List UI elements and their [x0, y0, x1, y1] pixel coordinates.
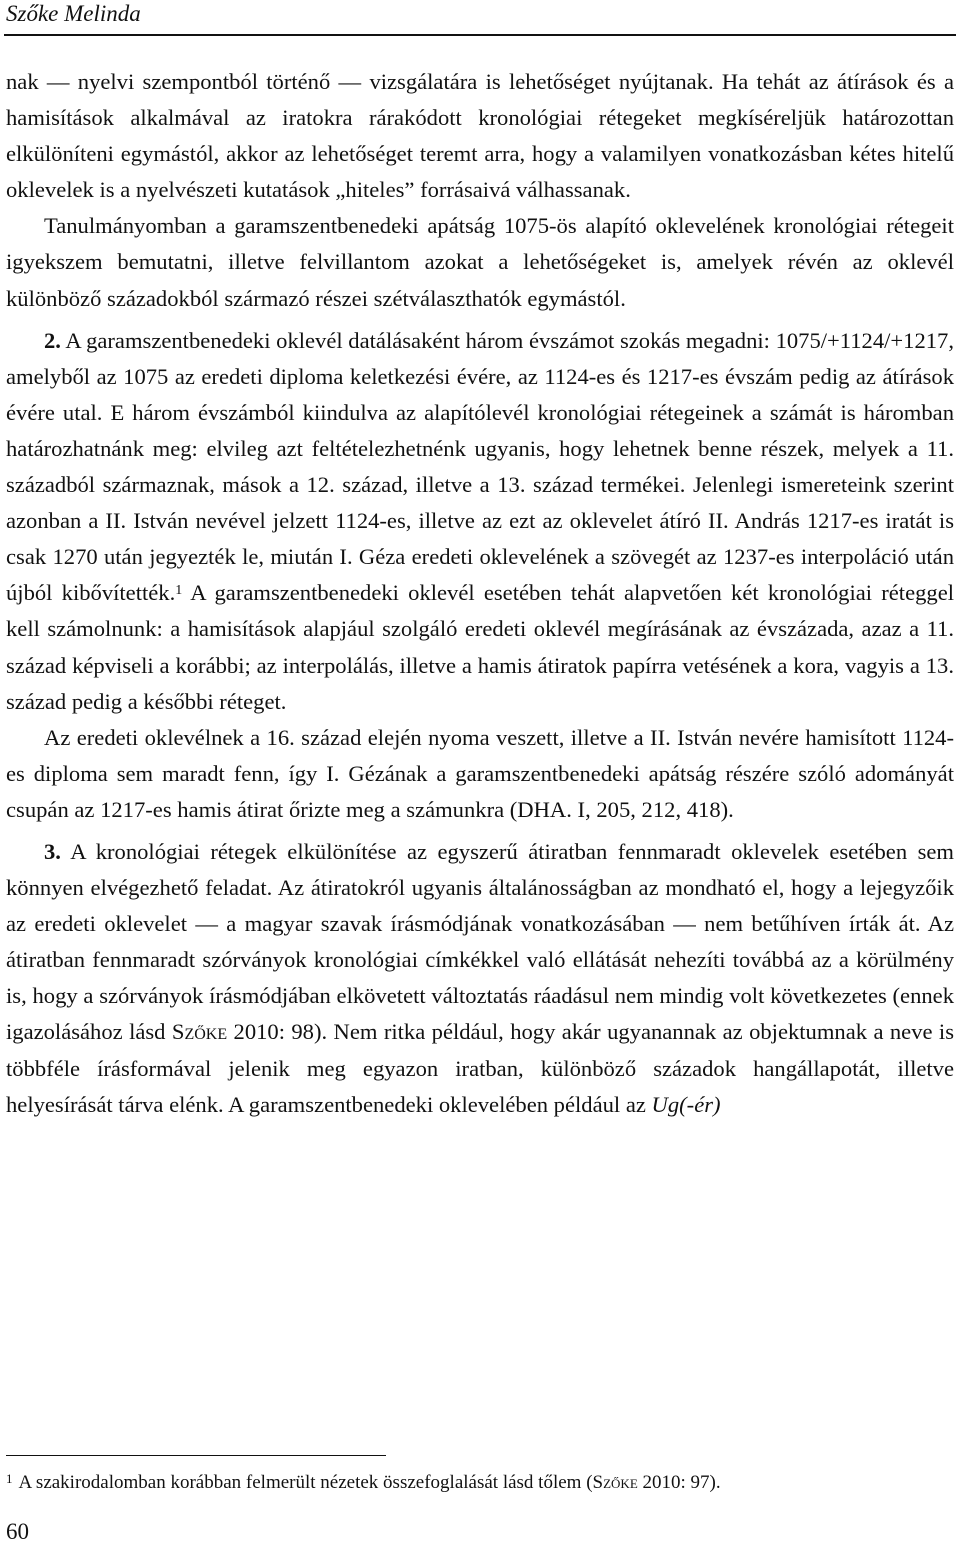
section-number-3: 3. [44, 838, 61, 864]
footnote-rule [6, 1455, 386, 1456]
page-number: 60 [6, 1519, 29, 1544]
section-3-text-a: A kronológiai rétegek elkülönítése az egyszerű átiratban fennmaradt oklevelek esetében sem könnyen elvégezhető feladat. Az átiratokról ugyanis általánosságban az mondható el, hogy a lejegyzőik az eredeti oklevelet — a magyar szavak írásmódjának vonatkozásában — nem betűhíven írták át. Az átiratban fennmaradt szórványok kronológiai címkékkel való ellátását nehezíti továbbá az a körülmény is, hogy a szórványok írásmódjában elkövetett változtatás ráadásul nem mindig volt következetes (ennek igazolásához lásd [6, 838, 954, 1045]
footnote-reference[interactable]: 1 [175, 583, 183, 599]
place-name-italic: Ug(-ér) [651, 1091, 721, 1117]
paragraph-2: Tanulmányomban a garamszentbenedeki apátság 1075-ös alapító oklevelének kronológiai rétegeit igyekszem bemutatni, illetve felvillantom azokat a lehetőségeket is, amelyek révén az oklevél különböző századokból származó részei szétválaszthatók egymástól. [6, 213, 954, 311]
footnote-text-a: A szakirodalomban korábban felmerült nézetek összefoglalását lásd tőlem ( [18, 1472, 593, 1493]
paragraph-1: nak — nyelvi szempontból történő — vizsgálatára is lehetőséget nyújtanak. Ha tehát az átírások és a hamisítások alkalmával az iratokra rárakódott kronológiai rétegeket megkíséreljük határozottan elkülöníteni egymástól, akkor az lehetőséget teremt arra, hogy a valamilyen vonatkozásban kétes hitelű oklevelek is a nyelvészeti kutatások „hiteles” forrásaivá válhassanak. [6, 69, 954, 203]
paragraph-4: Az eredeti oklevélnek a 16. század elején nyoma veszett, illetve a II. István nevére hamisított 1124-es diploma sem maradt fenn, így I. Gézának a garamszentbenedeki apátság részére szóló adományát csupán az 1217-es hamis átirat őrizte meg a számunkra (DHA. I, 205, 212, 418). [6, 724, 954, 822]
header-rule [4, 34, 956, 36]
body-text [6, 64, 954, 1123]
section-3-text-b: 2010: 98). Nem ritka például, hogy akár ugyanannak az objektumnak a neve is többféle írásformával jelenik meg egyazon iratban, különböző századok hangállapotát, illetve helyesírását tárva elénk. A garamszentbenedeki oklevelében például az [6, 1019, 954, 1117]
running-header-author: Szőke Melinda [6, 1, 141, 26]
footnote-citation-small-caps: Szőke [592, 1472, 638, 1493]
author-citation-small-caps: Szőke [171, 1019, 228, 1045]
footnote-1 [6, 1470, 954, 1496]
footnote-number: 1 [6, 1471, 13, 1486]
paragraph-section-3 [6, 834, 954, 1123]
footnote-text-b: 2010: 97). [642, 1472, 721, 1493]
section-number-2: 2. [44, 327, 61, 353]
section-2-text-b: A garamszentbenedeki oklevél esetében tehát alapvetően két kronológiai réteggel kell számolnunk: a hamisítások alapjául szolgáló eredeti oklevél megírásának az évszázada, azaz a 11. század képviseli a korábbi; az interpolálás, illetve a hamis átiratok papírra vetésének a kora, vagyis a 13. század pedig a későbbi réteget. [6, 580, 955, 714]
section-2-text-a: A garamszentbenedeki oklevél datálásaként három évszámot szokás megadni: 1075/+1124/+1217, amelyből az 1075 az eredeti diploma keletkezési évére, az 1124-es és 1217-es évszám pedig az átírások évére utal. E három évszámból kiindulva az alapítólevél kronológiai rétegeinek a számát is háromban határozhatnánk meg: elvileg azt feltételezhetnénk ugyanis, hogy lehetnek benne részek, melyek a 11. századból származnak, mások a 12. század, illetve a 13. század termékei. Jelenlegi ismereteink szerint azonban a II. István nevével jelzett 1124-es, illetve az ezt az oklevelet átíró II. András 1217-es iratát is csak 1270 után jegyezték le, miután I. Géza eredeti oklevelének a szövegét az 1237-es interpoláció után újból kibővítették. [6, 327, 954, 606]
paragraph-section-2 [6, 323, 954, 720]
